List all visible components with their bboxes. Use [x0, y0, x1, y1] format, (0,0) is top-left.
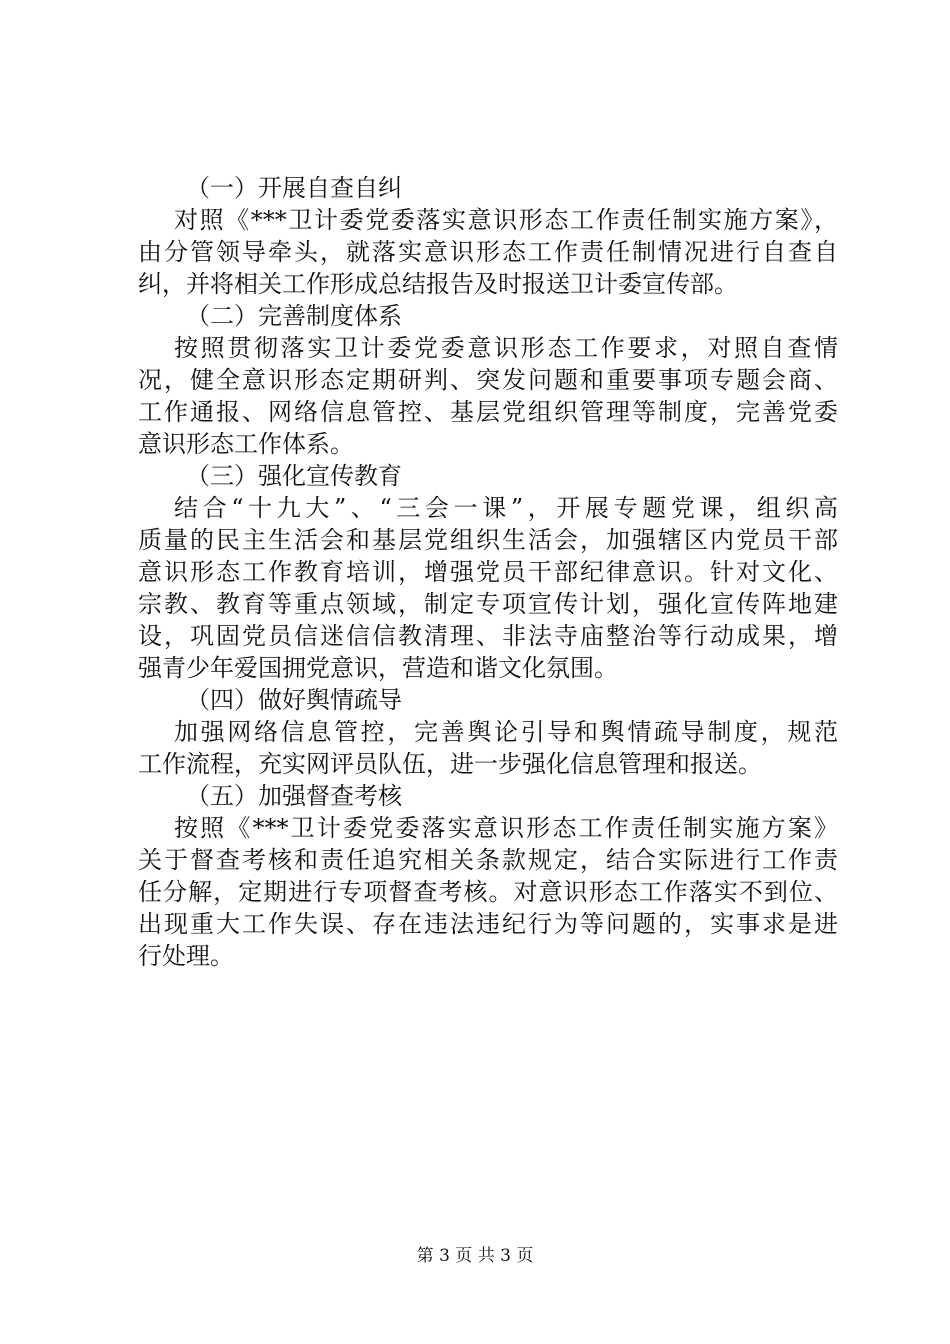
- paragraph-line: 纠，并将相关工作形成总结报告及时报送卫计委宣传部。: [138, 270, 738, 298]
- paragraph-line: 任分解，定期进行专项督查考核。对意识形态工作落实不到位、: [138, 878, 838, 906]
- section-heading-5: （五）加强督查考核: [186, 782, 402, 810]
- paragraph-line: 对照《***卫计委党委落实意识形态工作责任制实施方案》，: [174, 206, 838, 234]
- paragraph-line: 宗教、教育等重点领域，制定专项宣传计划，强化宣传阵地建: [138, 590, 838, 618]
- paragraph-line: 按照贯彻落实卫计委党委意识形态工作要求，对照自查情: [174, 334, 838, 362]
- paragraph-line: 由分管领导牵头，就落实意识形态工作责任制情况进行自查自: [138, 238, 838, 266]
- section-heading-3: （三）强化宣传教育: [186, 462, 402, 490]
- page-footer: 第 3 页 共 3 页: [416, 1246, 534, 1266]
- section-heading-4: （四）做好舆情疏导: [186, 686, 402, 714]
- paragraph-line: 出现重大工作失误、存在违法违纪行为等问题的，实事求是进: [138, 910, 838, 938]
- paragraph-line: 况，健全意识形态定期研判、突发问题和重要事项专题会商、: [138, 366, 838, 394]
- paragraph-line: 行处理。: [138, 942, 234, 970]
- paragraph-line: 按照《***卫计委党委落实意识形态工作责任制实施方案》: [174, 814, 838, 842]
- paragraph-line: 加强网络信息管控，完善舆论引导和舆情疏导制度，规范: [174, 718, 838, 746]
- paragraph-line: 强青少年爱国拥党意识，营造和谐文化氛围。: [138, 654, 618, 682]
- document-body: [138, 172, 838, 972]
- paragraph-line: 质量的民主生活会和基层党组织生活会，加强辖区内党员干部: [138, 526, 838, 554]
- section-heading-2: （二）完善制度体系: [186, 302, 402, 330]
- paragraph-line: 意识形态工作教育培训，增强党员干部纪律意识。针对文化、: [138, 558, 838, 586]
- paragraph-line: 意识形态工作体系。: [138, 430, 354, 458]
- paragraph-line: 结合“十九大”、“三会一课”，开展专题党课，组织高: [174, 494, 838, 522]
- paragraph-line: 工作流程，充实网评员队伍，进一步强化信息管理和报送。: [138, 750, 762, 778]
- paragraph-line: 工作通报、网络信息管控、基层党组织管理等制度，完善党委: [138, 398, 838, 426]
- section-heading-1: （一）开展自查自纠: [186, 174, 402, 202]
- paragraph-line: 设，巩固党员信迷信信教清理、非法寺庙整治等行动成果，增: [138, 622, 838, 650]
- paragraph-line: 关于督查考核和责任追究相关条款规定，结合实际进行工作责: [138, 846, 838, 874]
